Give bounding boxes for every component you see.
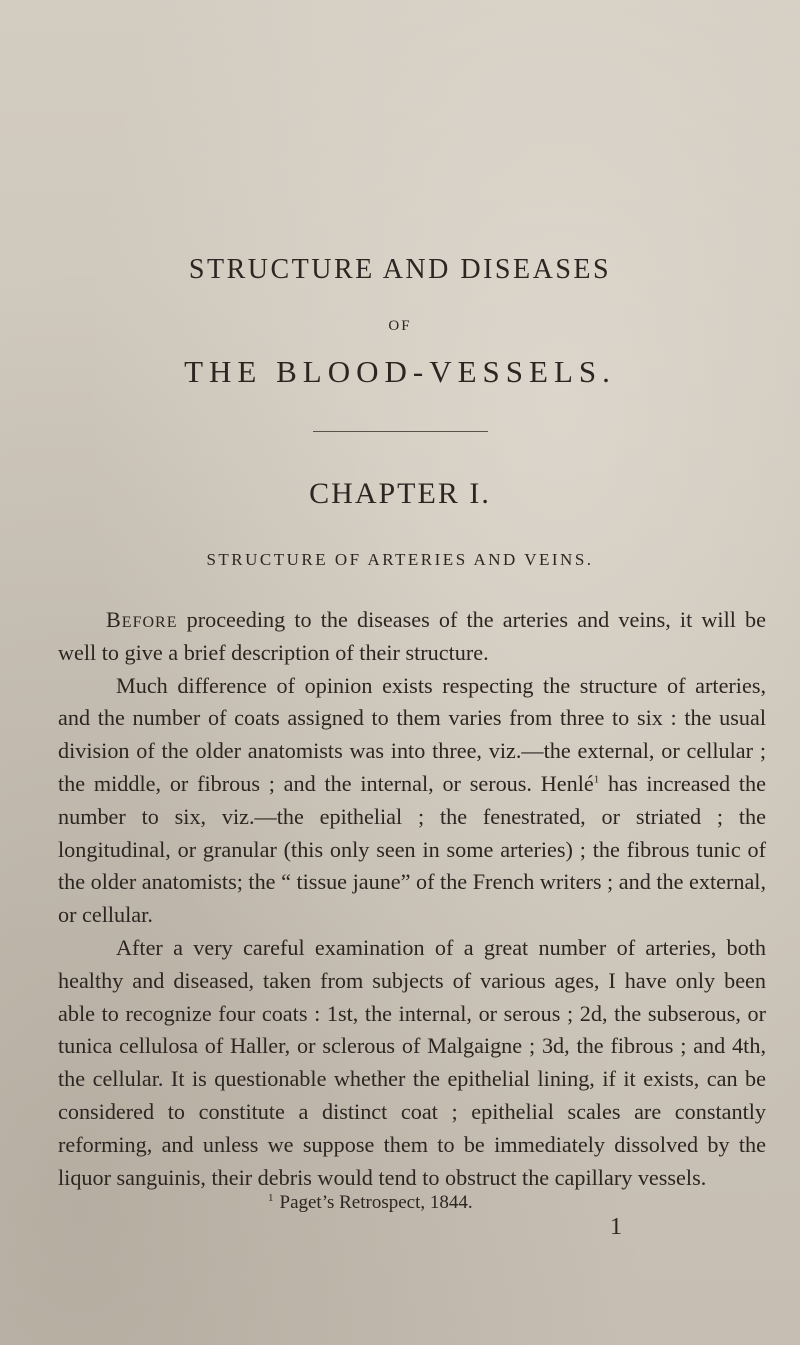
book-title: STRUCTURE AND DISEASES xyxy=(188,254,612,285)
title-of: OF xyxy=(388,318,412,334)
section-title: STRUCTURE OF ARTERIES AND VEINS. xyxy=(206,550,594,569)
title-rule xyxy=(313,431,488,432)
paragraph-1-text: proceeding to the diseases of the arteries and veins, it will be well to give a brief description of their structure. xyxy=(58,607,766,665)
paragraph-2-text-b: has increased the number to six, viz.—the epithelial ; the fenestrated, or striated ; the longitudinal, or granular (this only seen in some arteries) ; the fibrous tunic of the older anatomists; the “ tissue jaune” of the French writers ; and the external, or cellular. xyxy=(58,770,767,928)
book-subtitle: THE BLOOD-VESSELS. xyxy=(184,354,616,389)
footnote-reference: 1 xyxy=(593,773,600,786)
paragraph-opening-word: Before xyxy=(106,607,178,632)
footnote-mark: 1 xyxy=(268,1191,274,1204)
footnote xyxy=(268,1192,473,1214)
paragraph-2-text-a: Much difference of opinion exists respecting the structure of arteries, and the number of coats assigned to them varies from three to six : the usual division of the older anatomists was into three, viz.—the external, or cellular ; the middle, or fibrous ; and the internal, or serous. Henlé xyxy=(58,672,766,796)
body-text xyxy=(58,604,766,1194)
paragraph-1 xyxy=(58,604,766,670)
paragraph-2 xyxy=(58,670,766,932)
paragraph-3: After a very careful examination of a great number of arteries, both healthy and diseased, taken from subjects of various ages, I have only been able to recognize four coats : 1st, the internal, or serous ; 2d, the subserous, or tunica cellulosa of Haller, or sclerous of Malgaigne ; 3d, the fibrous ; and 4th, the cellular. It is questionable whether the epithelial lining, if it exists, can be considered to constitute a distinct coat ; epithelial scales are constantly reforming, and unless we suppose them to be immediately dissolved by the liquor sanguinis, their debris would tend to obstruct the capillary vessels. xyxy=(58,934,766,1190)
footnote-text: Paget’s Retrospect, 1844. xyxy=(279,1192,473,1213)
signature-mark: 1 xyxy=(610,1214,622,1240)
chapter-heading: CHAPTER I. xyxy=(309,477,491,510)
